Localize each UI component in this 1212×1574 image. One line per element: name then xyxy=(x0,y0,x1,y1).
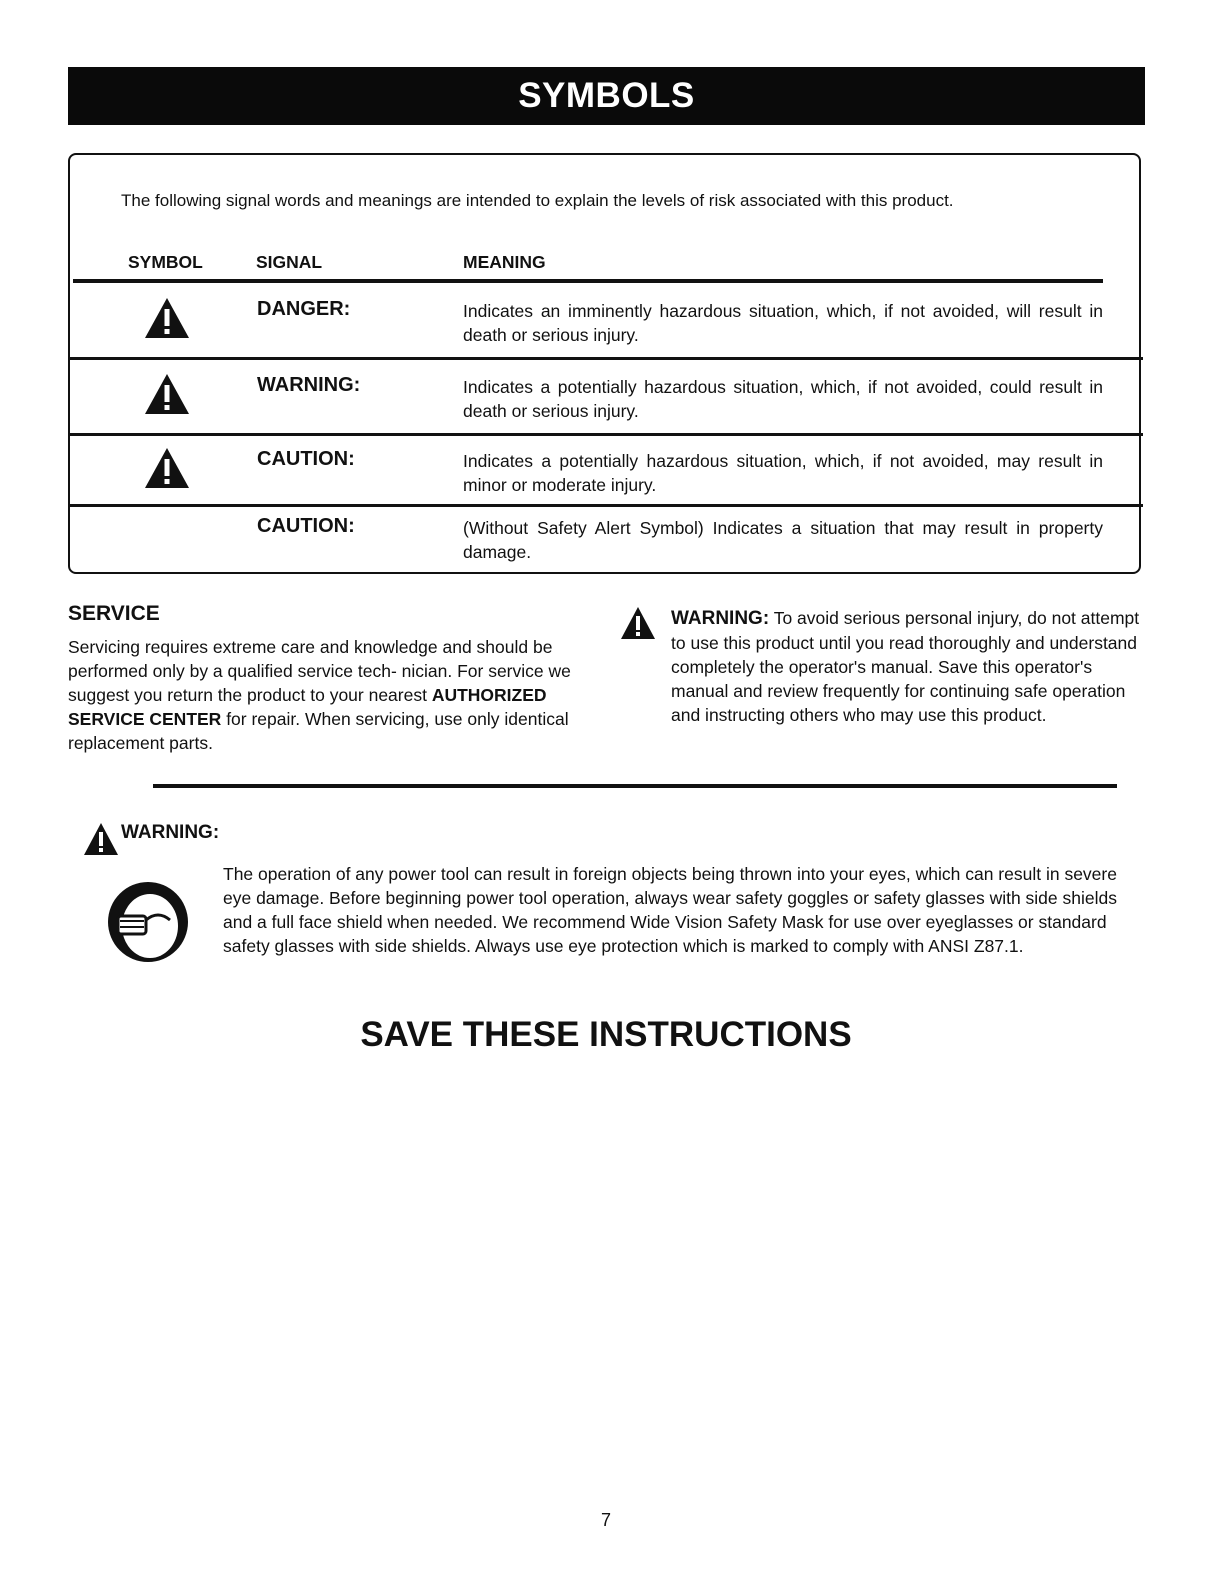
eye-warning-text: The operation of any power tool can result in foreign objects being thrown into your eyes, which can result in severe eye damage. Before beginning power tool operation, always wear safety goggles or safety glasses with side shields and a full face shield when needed. We recommend Wide Vision Safety Mask for use over eyeglasses or standard safety glasses with side shields. Always use eye protection which is marked to comply with ANSI Z87.1. xyxy=(223,864,1117,956)
safety-alert-icon xyxy=(620,606,656,640)
page-number: 7 xyxy=(600,1510,611,1530)
meaning-warning: Indicates a potentially hazardous situation, which, if not avoided, could result in death or serious injury. xyxy=(463,377,1103,421)
row-divider xyxy=(70,433,1143,436)
column-header-symbol: SYMBOL xyxy=(128,252,203,272)
safety-alert-icon xyxy=(144,372,190,416)
row-divider xyxy=(70,504,1143,507)
eye-warning-label: WARNING: xyxy=(121,822,220,843)
header-divider xyxy=(73,279,1103,283)
save-instructions: SAVE THESE INSTRUCTIONS xyxy=(360,1015,852,1054)
symbols-table-box xyxy=(68,153,1141,574)
meaning-caution: Indicates a potentially hazardous situation, which, if not avoided, may result in minor or moderate injury. xyxy=(463,451,1103,495)
title-bar xyxy=(68,67,1145,125)
section-divider xyxy=(153,784,1117,788)
meaning-danger: Indicates an imminently hazardous situation, which, if not avoided, will result in death or serious injury. xyxy=(463,301,1103,345)
service-text: Servicing requires extreme care and knowledge and should be performed only by a qualified service tech- nician. For service we suggest you return the product to your nearest AUTHORIZED SERVICE CENTER for repair. When servicing, use only identical replacement parts. xyxy=(68,637,571,753)
read-manual-warning: WARNING: To avoid serious personal injury, do not attempt to use this product until you read thoroughly and understand completely the operator's manual. Save this operator's manual and review frequently for continuing safe operation and instructing others who may use this product. xyxy=(671,608,1140,725)
column-header-signal: SIGNAL xyxy=(256,252,323,272)
signal-warning: WARNING: xyxy=(257,374,361,396)
column-header-meaning: MEANING xyxy=(463,252,546,272)
eye-protection-icon xyxy=(106,880,190,964)
signal-caution-no-symbol: CAUTION: xyxy=(257,515,355,537)
signal-danger: DANGER: xyxy=(257,298,351,320)
signal-caution: CAUTION: xyxy=(257,448,355,470)
safety-alert-icon xyxy=(144,446,190,490)
meaning-caution-no-symbol: (Without Safety Alert Symbol) Indicates a situation that may result in property damage. xyxy=(463,518,1103,562)
symbols-intro: The following signal words and meanings are intended to explain the levels of risk associated with this product. xyxy=(121,191,954,210)
page-title: SYMBOLS xyxy=(518,76,695,115)
safety-alert-icon xyxy=(144,296,190,340)
service-heading: SERVICE xyxy=(68,602,160,625)
safety-alert-icon xyxy=(83,822,119,856)
row-divider xyxy=(70,357,1143,360)
